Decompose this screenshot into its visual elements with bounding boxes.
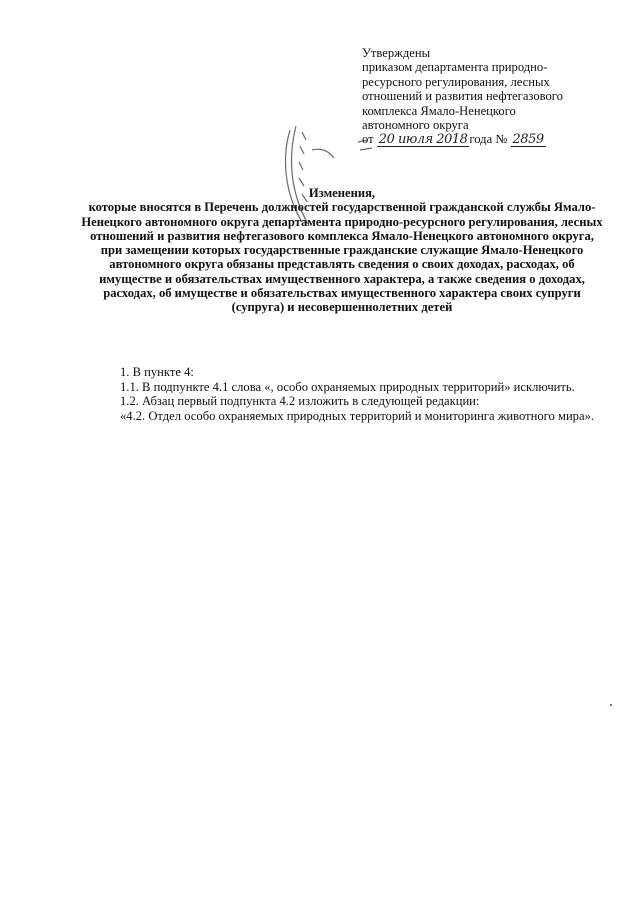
approval-line: Утверждены bbox=[362, 46, 431, 60]
document-title bbox=[80, 186, 604, 315]
paragraph-1-2: 1.2. Абзац первый подпункта 4.2 изложить в следующей редакции: bbox=[120, 394, 480, 408]
title-heading: Изменения, bbox=[308, 186, 376, 200]
approval-date-line bbox=[362, 132, 622, 147]
document-body bbox=[78, 365, 598, 423]
scan-artifact bbox=[610, 704, 612, 706]
approval-line: комплекса Ямало-Ненецкого bbox=[362, 103, 516, 118]
approval-block bbox=[362, 46, 622, 147]
approval-line: приказом департамента природно- bbox=[362, 60, 548, 75]
date-prefix: от bbox=[362, 132, 374, 147]
paragraph-1: 1. В пункте 4: bbox=[120, 365, 194, 379]
approval-line: отношений и развития нефтегазового bbox=[362, 89, 563, 104]
handwritten-date: 20 июля 2018 bbox=[378, 132, 468, 148]
paragraph-4-2-text: «4.2. Отдел особо охраняемых природных территорий и мониторинга животного мира». bbox=[120, 408, 595, 423]
approval-line: автономного округа bbox=[362, 118, 469, 133]
paragraph-1-1: 1.1. В подпункте 4.1 слова «, особо охраняемых природных территорий» исключить. bbox=[120, 379, 575, 394]
approval-line: ресурсного регулирования, лесных bbox=[362, 74, 550, 89]
title-text: которые вносятся в Перечень должностей государственной гражданской службы Ямало-Ненецкого автономного округа департамента природно-ресурсного регулирования, лесных отношений и развития нефтегазового комплекса Ямало-Ненецкого автономного округа, при замещении которых государственные гражданские служащие Ямало-Ненецкого автономного округа обязаны представлять сведения о своих доходах, расходах, об имуществе и обязательствах имущественного характера, а также сведения о доходах, расходах, об имуществе и обязательствах имущественного характера своих супруги (супруга) и несовершеннолетних детей bbox=[81, 200, 603, 315]
handwritten-number: 2859 bbox=[512, 132, 544, 148]
number-prefix: № bbox=[495, 132, 508, 147]
year-suffix: года bbox=[469, 132, 493, 147]
